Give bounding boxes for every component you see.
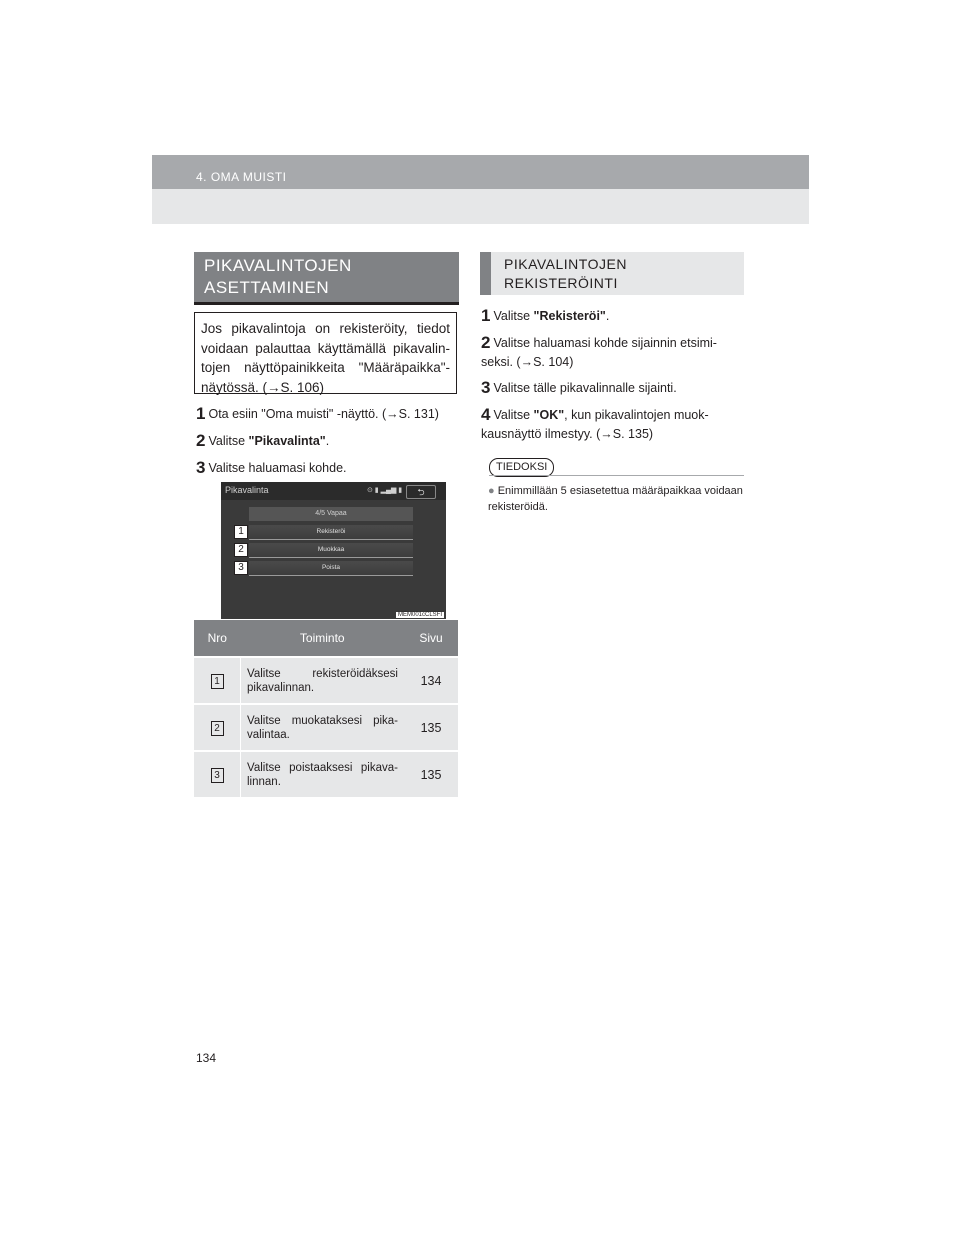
screen-button-delete[interactable]: Poista: [249, 561, 413, 576]
row-number: 3: [211, 768, 224, 783]
screen-button-register[interactable]: Rekisteröi: [249, 525, 413, 540]
row-action: Valitse rekisteröidäksesi pikavalinnan.: [241, 657, 405, 704]
note-divider: [489, 475, 744, 476]
row-page: 135: [404, 751, 458, 797]
col-header-toiminto: Toiminto: [241, 620, 405, 657]
row-action: Valitse poistaaksesi pikava-linnan.: [241, 751, 405, 797]
header-band-lower: [152, 189, 809, 224]
screen-counter: 4/5 Vapaa: [249, 507, 413, 521]
info-box: Jos pikavalintoja on rekisteröity, tiedot voidaan palauttaa käyttämällä pikavalin-tojen näyttöpainikkeita "Määräpaikka"-näytössä. (→S. 106): [194, 312, 457, 394]
screenshot-pikavalinta: [221, 482, 446, 619]
table-header-row: [194, 620, 458, 657]
left-section-heading: [194, 252, 459, 302]
left-heading-line1: PIKAVALINTOJEN: [204, 256, 352, 275]
image-code: MEM001cCLSFI: [397, 612, 442, 618]
right-step-1: 1 Valitse "Rekisteröi".: [481, 306, 610, 325]
bullet-icon: ●: [488, 485, 495, 497]
right-section-heading: [480, 252, 744, 295]
left-step-3: 3 Valitse haluamasi kohde.: [196, 458, 347, 477]
row-action: Valitse muokataksesi pika-valintaa.: [241, 704, 405, 751]
left-step-1: 1 Ota esiin "Oma muisti" -näyttö. (→S. 131): [196, 404, 439, 423]
callout-1: 1: [234, 525, 248, 539]
section-title: 4. OMA MUISTI: [196, 170, 287, 184]
left-heading-line2: ASETTAMINEN: [204, 278, 330, 297]
screen-title: Pikavalinta: [225, 485, 269, 495]
callout-2: 2: [234, 543, 248, 557]
right-heading-line2: REKISTERÖINTI: [504, 275, 618, 291]
table-row: [194, 657, 458, 704]
right-step-4: 4 Valitse "OK", kun pikavalintojen muok-kausnäyttö ilmestyy. (→S. 135): [481, 405, 709, 441]
status-icons: ⊙ ▮ ▂▄▆ ▮: [367, 487, 403, 494]
back-icon[interactable]: ⮌: [406, 485, 436, 499]
note-text: ● Enimmillään 5 esiasetettua määräpaikkaa voidaan rekisteröidä.: [488, 485, 743, 513]
right-heading-line1: PIKAVALINTOJEN: [504, 256, 627, 272]
col-header-nro: Nro: [194, 620, 241, 657]
table-row: [194, 704, 458, 751]
row-number: 2: [211, 721, 224, 736]
row-number: 1: [211, 674, 224, 689]
right-step-2: 2 Valitse haluamasi kohde sijainnin etsimi-seksi. (→S. 104): [481, 333, 717, 369]
table-row: [194, 751, 458, 797]
screen-button-edit[interactable]: Muokkaa: [249, 543, 413, 558]
left-step-2: 2 Valitse "Pikavalinta".: [196, 431, 330, 450]
right-step-3: 3 Valitse tälle pikavalinnalle sijainti.: [481, 378, 677, 397]
row-page: 134: [404, 657, 458, 704]
heading-accent-bar: [480, 252, 491, 295]
function-table: [194, 620, 458, 797]
heading-underline: [194, 302, 459, 305]
row-page: 135: [404, 704, 458, 751]
note-label: TIEDOKSI: [489, 458, 554, 477]
page-number: 134: [196, 1051, 217, 1065]
callout-3: 3: [234, 561, 248, 575]
col-header-sivu: Sivu: [404, 620, 458, 657]
